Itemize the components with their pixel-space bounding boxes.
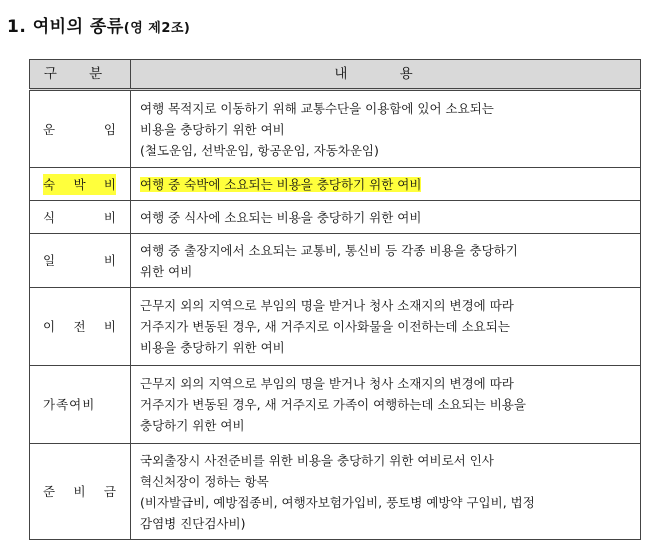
table-row <box>30 288 641 366</box>
table-header-row <box>30 60 641 90</box>
header-category: 구 분 <box>30 60 131 90</box>
heading-number: 1. <box>7 17 27 37</box>
row-content-fare: 여행 목적지로 이동하기 위해 교통수단을 이용함에 있어 소요되는 비용을 충당하기 위한 여비 (철도운임, 선박운임, 항공운임, 자동차운임) <box>131 90 641 168</box>
row-content-lodging: 여행 중 숙박에 소요되는 비용을 충당하기 위한 여비 <box>131 168 641 201</box>
travel-expense-types-table <box>29 59 641 540</box>
row-label-preparation: 준 비 금 <box>30 444 131 540</box>
row-label-relocation: 이 전 비 <box>30 288 131 366</box>
section-heading <box>7 12 190 37</box>
row-content-daily: 여행 중 출장지에서 소요되는 교통비, 통신비 등 각종 비용을 충당하기 위한 여비 <box>131 234 641 288</box>
row-content-family: 근무지 외의 지역으로 부임의 명을 받거나 청사 소재지의 변경에 따라 거주지가 변동된 경우, 새 거주지로 가족이 여행하는데 소요되는 비용을 충당하기 위한 여비 <box>131 366 641 444</box>
row-label-lodging: 숙 박 비 <box>30 168 131 201</box>
row-content-relocation: 근무지 외의 지역으로 부임의 명을 받거나 청사 소재지의 변경에 따라 거주지가 변동된 경우, 새 거주지로 이사화물을 이전하는데 소요되는 비용을 충당하기 위한 여비 <box>131 288 641 366</box>
table-row <box>30 90 641 168</box>
header-content: 내 용 <box>131 60 641 90</box>
row-label-meals: 식 비 <box>30 201 131 234</box>
row-label-daily: 일 비 <box>30 234 131 288</box>
table-row <box>30 234 641 288</box>
row-label-fare: 운 임 <box>30 90 131 168</box>
heading-title: 여비의 종류 <box>32 17 124 37</box>
table-row <box>30 444 641 540</box>
table-row <box>30 201 641 234</box>
heading-subtitle: (영 제2조) <box>123 21 191 36</box>
row-label-family: 가족여비 <box>30 366 131 444</box>
row-content-preparation: 국외출장시 사전준비를 위한 비용을 충당하기 위한 여비로서 인사 혁신처장이 정하는 항목 (비자발급비, 예방접종비, 여행자보험가입비, 풍토병 예방약 구입비, 법정 감염병 진단검사비) <box>131 444 641 540</box>
row-content-meals: 여행 중 식사에 소요되는 비용을 충당하기 위한 여비 <box>131 201 641 234</box>
table-row <box>30 168 641 201</box>
table-row <box>30 366 641 444</box>
